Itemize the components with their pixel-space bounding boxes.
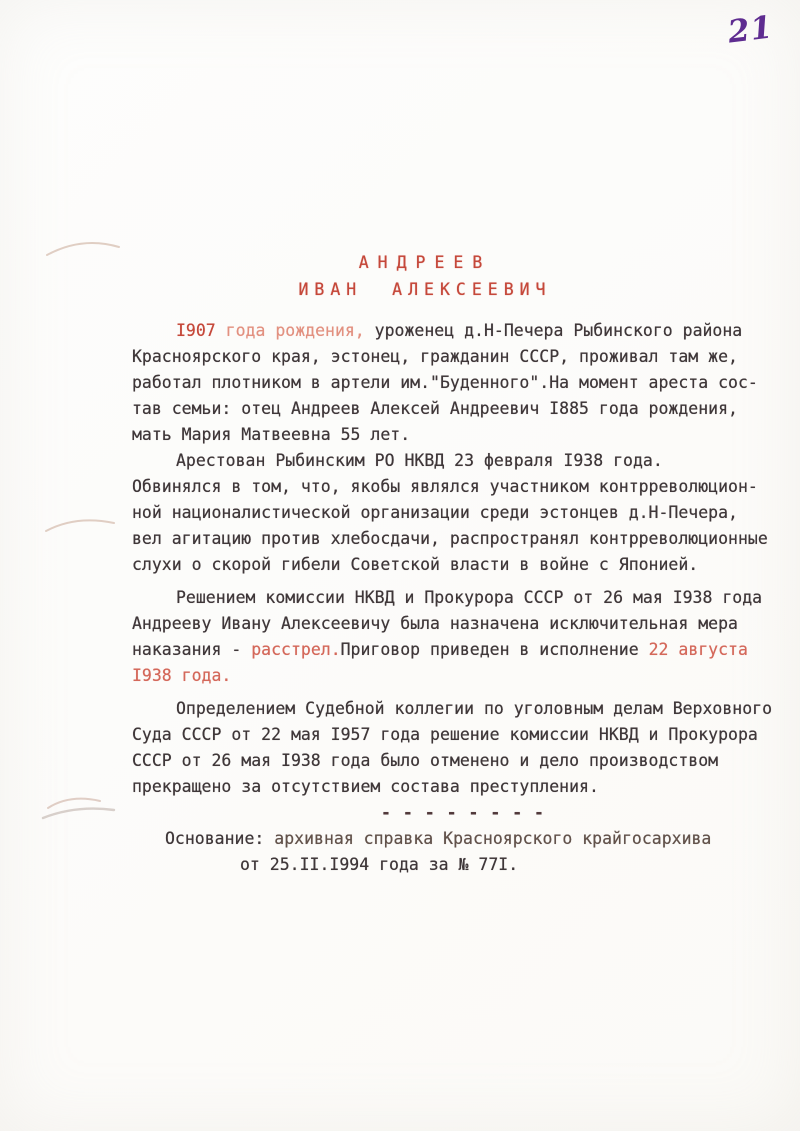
text-segment: работал плотником в артели им."Буденного".На момент ареста сос- bbox=[132, 373, 758, 392]
text-segment: Обвинялся в том, что, якобы являлся участником контрреволюцион- bbox=[132, 477, 758, 496]
text-segment: - - - - - - - - bbox=[380, 803, 545, 822]
text-line bbox=[132, 800, 794, 826]
text-line bbox=[132, 422, 794, 448]
text-segment: года рождения, bbox=[225, 321, 365, 340]
document-title bbox=[105, 249, 745, 303]
paragraph-arrest bbox=[132, 448, 794, 474]
text-segment: ной националистической организации среди эстонцев д.Н-Печера, bbox=[132, 503, 738, 522]
handwritten-page-number: 21 bbox=[725, 9, 776, 51]
text-segment: уроженец д.Н-Печера Рыбинского района bbox=[364, 321, 743, 340]
text-segment: СССР от 26 мая I938 года было отменено и дело производством bbox=[132, 751, 719, 770]
paragraph-birth-residence bbox=[132, 318, 794, 448]
text-segment: Суда СССР от 22 мая I957 года решение комиссии НКВД и Прокурора bbox=[132, 725, 758, 744]
text-segment: тав семьи: отец Андреев Алексей Андреевич I885 года рождения, bbox=[132, 399, 738, 418]
text-segment: мать Мария Матвеевна 55 лет. bbox=[132, 425, 411, 444]
text-segment: Арестован Рыбинским РО НКВД 23 февраля I938 года. bbox=[176, 451, 663, 470]
text-line bbox=[132, 696, 794, 722]
text-segment: вел агитацию против хлебосдачи, распространял контрреволюционные bbox=[132, 529, 768, 548]
text-segment: расстрел. bbox=[251, 640, 341, 659]
text-line bbox=[132, 637, 794, 663]
text-segment: 22 августа bbox=[648, 640, 748, 659]
text-segment: архивная справка Красноярского крайгосархива bbox=[274, 829, 712, 848]
text-segment: Красноярского края, эстонец, гражданин СССР, проживал там же, bbox=[132, 347, 738, 366]
text-segment: наказания - bbox=[132, 640, 252, 659]
text-line bbox=[132, 826, 794, 852]
paragraph-sentence bbox=[132, 585, 794, 689]
separator-dashes bbox=[132, 800, 794, 826]
text-line bbox=[132, 526, 794, 552]
text-line bbox=[132, 852, 794, 878]
text-segment: I938 года. bbox=[132, 666, 232, 685]
text-segment: Основание: bbox=[165, 829, 275, 848]
text-segment: Определением Судебной коллегии по уголовным делам Верховного bbox=[176, 699, 773, 718]
text-line bbox=[132, 396, 794, 422]
text-line bbox=[132, 474, 794, 500]
text-line bbox=[132, 370, 794, 396]
paragraph-basis bbox=[132, 826, 794, 878]
text-segment: Решением комиссии НКВД и Прокурора СССР от 26 мая I938 года bbox=[176, 588, 763, 607]
text-line bbox=[132, 500, 794, 526]
text-line bbox=[132, 663, 794, 689]
text-line bbox=[132, 552, 794, 578]
text-line bbox=[132, 585, 794, 611]
text-line bbox=[132, 611, 794, 637]
document-body bbox=[132, 318, 794, 878]
margin-check-mark bbox=[38, 786, 124, 826]
text-line bbox=[132, 774, 794, 800]
text-line bbox=[132, 448, 794, 474]
text-segment: от 25.II.I994 года за № 77I. bbox=[240, 855, 519, 874]
text-segment: Андрееву Ивану Алексеевичу была назначена исключительная мера bbox=[132, 614, 738, 633]
title-name-patronymic: ИВАН АЛЕКСЕЕВИЧ bbox=[298, 280, 552, 299]
text-line bbox=[132, 748, 794, 774]
text-segment: I907 bbox=[176, 321, 226, 340]
text-segment: прекращено за отсутствием состава преступления. bbox=[132, 777, 599, 796]
text-line bbox=[132, 722, 794, 748]
paragraph-rehabilitation bbox=[132, 696, 794, 800]
text-line bbox=[132, 318, 794, 344]
margin-check-mark bbox=[42, 510, 120, 538]
text-line bbox=[132, 344, 794, 370]
text-segment: Приговор приведен в исполнение bbox=[340, 640, 649, 659]
title-surname: АНДРЕЕВ bbox=[358, 253, 492, 272]
text-segment: слухи о скорой гибели Советской власти в войне с Японией. bbox=[132, 555, 699, 574]
paragraph-accusation bbox=[132, 474, 794, 578]
